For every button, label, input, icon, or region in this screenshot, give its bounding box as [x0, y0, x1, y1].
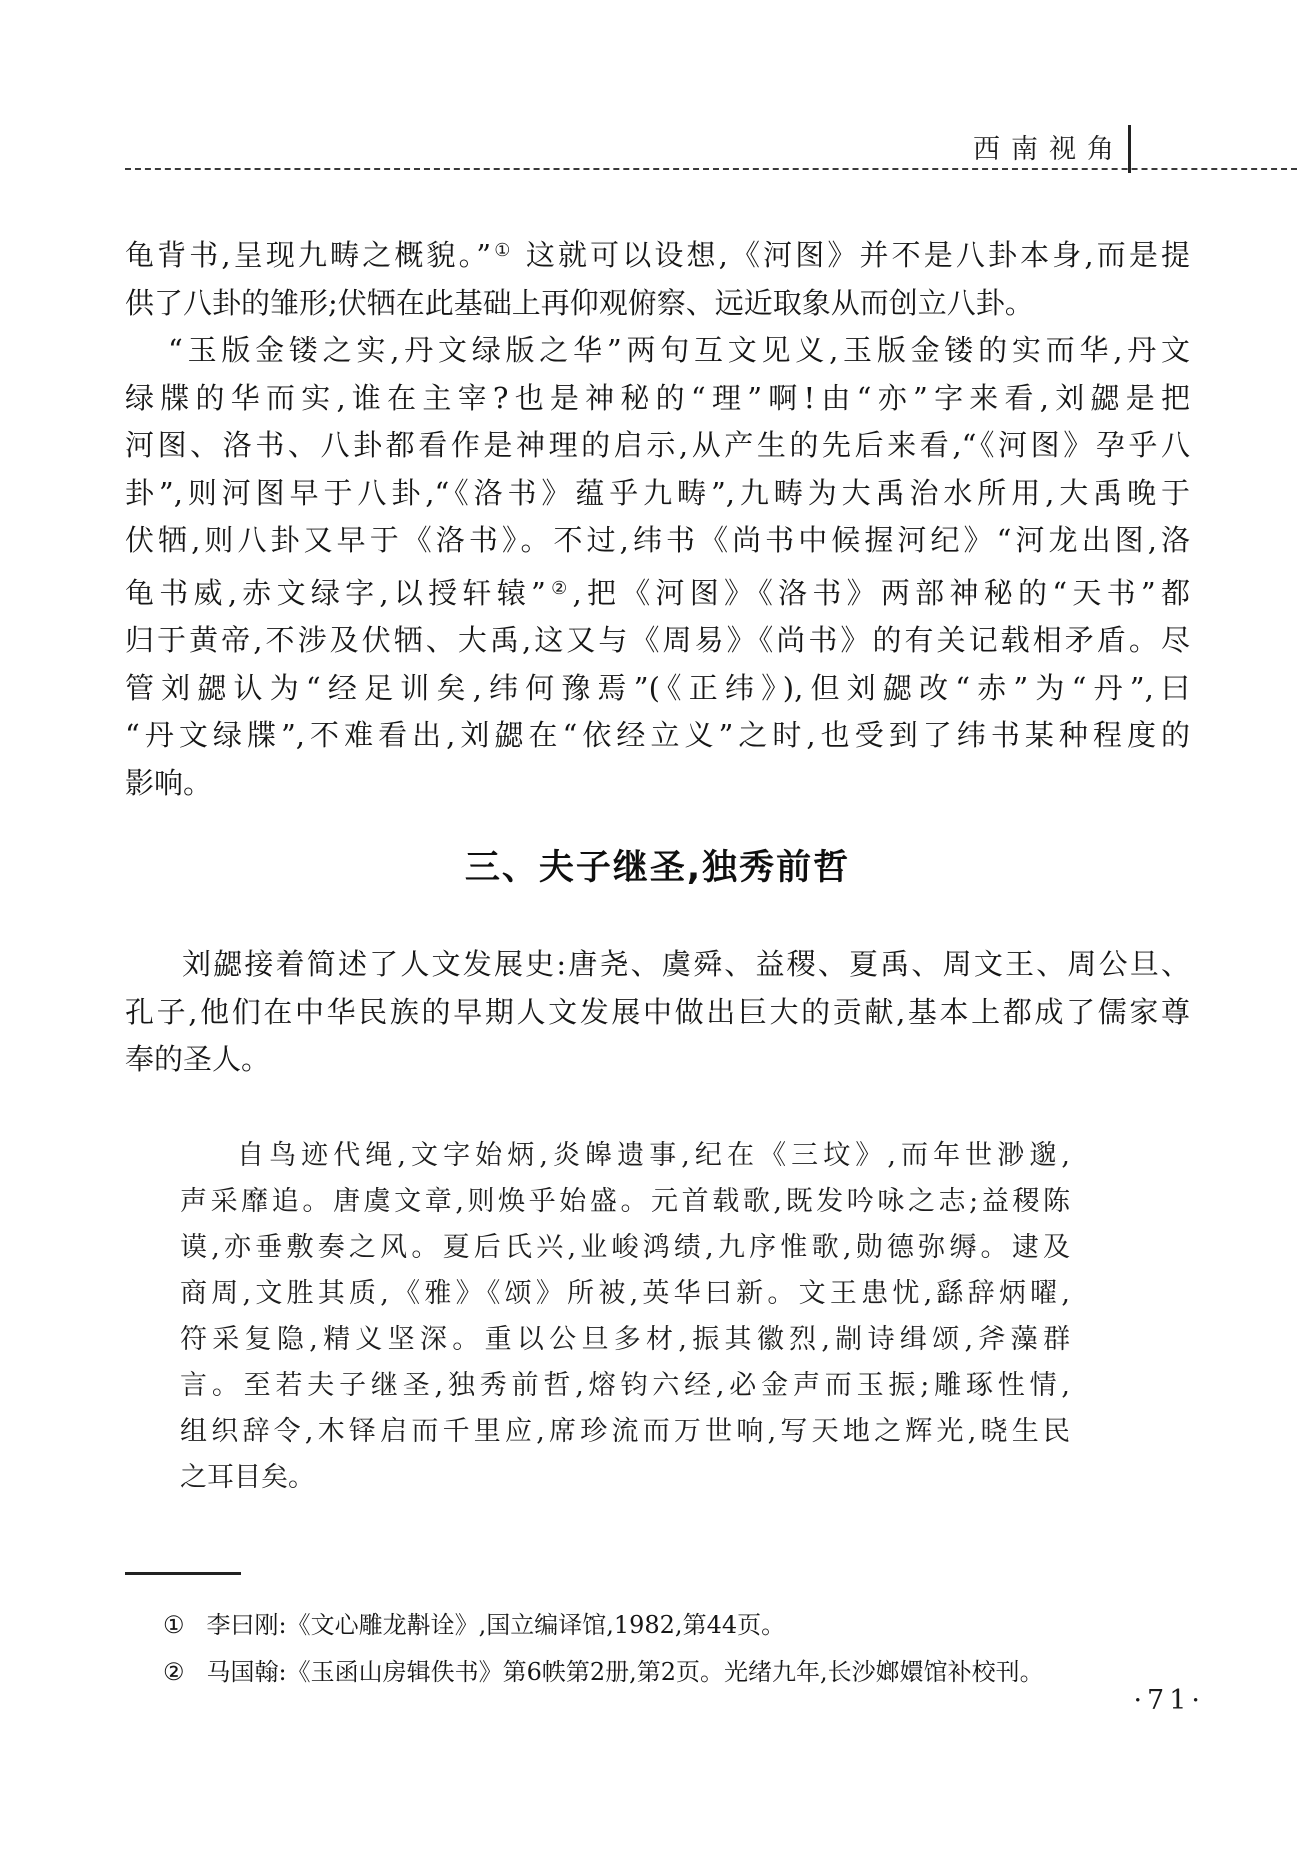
quote-line: 声采靡追。唐虞文章,则焕乎始盛。元首载歌,既发吟咏之志;益稷陈 [180, 1186, 1070, 1217]
body-line: 伏牺,则八卦又早于《洛书》。不过,纬书《尚书中候握河纪》“河龙出图,洛 [125, 523, 1190, 557]
quote-line: 谟,亦垂敷奏之风。夏后氏兴,业峻鸿绩,九序惟歌,勋德弥缛。逮及 [180, 1232, 1070, 1263]
quote-line: 组织辞令,木铎启而千里应,席珍流而万世响,写天地之辉光,晓生民 [180, 1416, 1070, 1447]
body-line: 卦”,则河图早于八卦,“《洛书》蕴乎九畴”,九畴为大禹治水所用,大禹晚于 [125, 475, 1190, 510]
block-quote [180, 1133, 1070, 1501]
body-line: 奉的圣人。 [125, 1042, 271, 1076]
footnote-marker: ① [163, 1611, 185, 1639]
footnote-text: 马国翰:《玉函山房辑佚书》第6帙第2册,第2页。光绪九年,长沙嫏嬛馆补校刊。 [206, 1658, 1044, 1686]
body-text-segment: 这就可以设想,《河图》并不是八卦本身,而是提 [513, 238, 1191, 272]
header-vertical-bar [1128, 125, 1131, 173]
quote-line: 符采复隐,精义坚深。重以公旦多材,振其徽烈,剬诗缉颂,斧藻群 [180, 1324, 1070, 1355]
body-line: 刘勰接着简述了人文发展史:唐尧、虞舜、益稷、夏禹、周文王、周公旦、 [182, 947, 1190, 981]
footnote-separator-rule [125, 1572, 241, 1575]
quote-line: 之耳目矣。 [180, 1462, 315, 1493]
quote-line: 言。至若夫子继圣,独秀前哲,熔钧六经,必金声而玉振;雕琢性情, [180, 1370, 1070, 1401]
body-line: 管刘勰认为“经足训矣,纬何豫焉”(《正纬》),但刘勰改“赤”为“丹”,曰 [125, 670, 1190, 705]
body-line: 孔子,他们在中华民族的早期人文发展中做出巨大的贡献,基本上都成了儒家尊 [125, 994, 1190, 1029]
body-line [125, 565, 1190, 618]
body-line: 归于黄帝,不涉及伏牺、大禹,这又与《周易》《尚书》的有关记载相矛盾。尽 [125, 623, 1190, 657]
main-text-block [125, 941, 1190, 1084]
body-text-segment: 龟书威,赤文绿字,以授轩辕” [125, 575, 546, 610]
body-line [125, 227, 1190, 280]
quote-line: 自鸟迹代绳,文字始炳,炎皞遗事,纪在《三坟》,而年世渺邈, [237, 1140, 1070, 1171]
body-text-segment: 龟背书,呈现九畴之概貌。” [125, 238, 492, 272]
body-line: “玉版金镂之实,丹文绿版之华”两句互文见义,玉版金镂的实而华,丹文 [168, 333, 1190, 367]
main-text-block [125, 227, 1190, 807]
footnote-ref-2: ② [545, 577, 573, 599]
footnote-1 [125, 1602, 1225, 1648]
footnote-ref-1: ① [491, 240, 514, 261]
running-header-title: 西南视角 [973, 134, 1125, 165]
body-line: 影响。 [125, 765, 213, 800]
page-number: ·71· [1133, 1685, 1205, 1716]
body-text-segment: ,把《河图》《洛书》两部神秘的“天书”都 [572, 575, 1191, 610]
body-line: “丹文绿牒”,不难看出,刘勰在“依经立义”之时,也受到了纬书某种程度的 [125, 718, 1190, 752]
body-line: 河图、洛书、八卦都看作是神理的启示,从产生的先后来看,“《河图》孕乎八 [125, 428, 1190, 462]
body-line: 绿牒的华而实,谁在主宰?也是神秘的“理”啊!由“亦”字来看,刘勰是把 [125, 380, 1190, 415]
quote-line: 商周,文胜其质,《雅》《颂》所被,英华曰新。文王患忧,繇辞炳曜, [180, 1278, 1070, 1309]
header-dashed-rule [125, 168, 1297, 170]
body-line: 供了八卦的雏形;伏牺在此基础上再仰观俯察、远近取象从而创立八卦。 [125, 285, 1034, 320]
footnote-text: 李曰刚:《文心雕龙斠诠》,国立编译馆,1982,第44页。 [206, 1611, 786, 1639]
section-heading: 三、夫子继圣,独秀前哲 [464, 848, 851, 888]
footnote-marker: ② [163, 1658, 185, 1686]
